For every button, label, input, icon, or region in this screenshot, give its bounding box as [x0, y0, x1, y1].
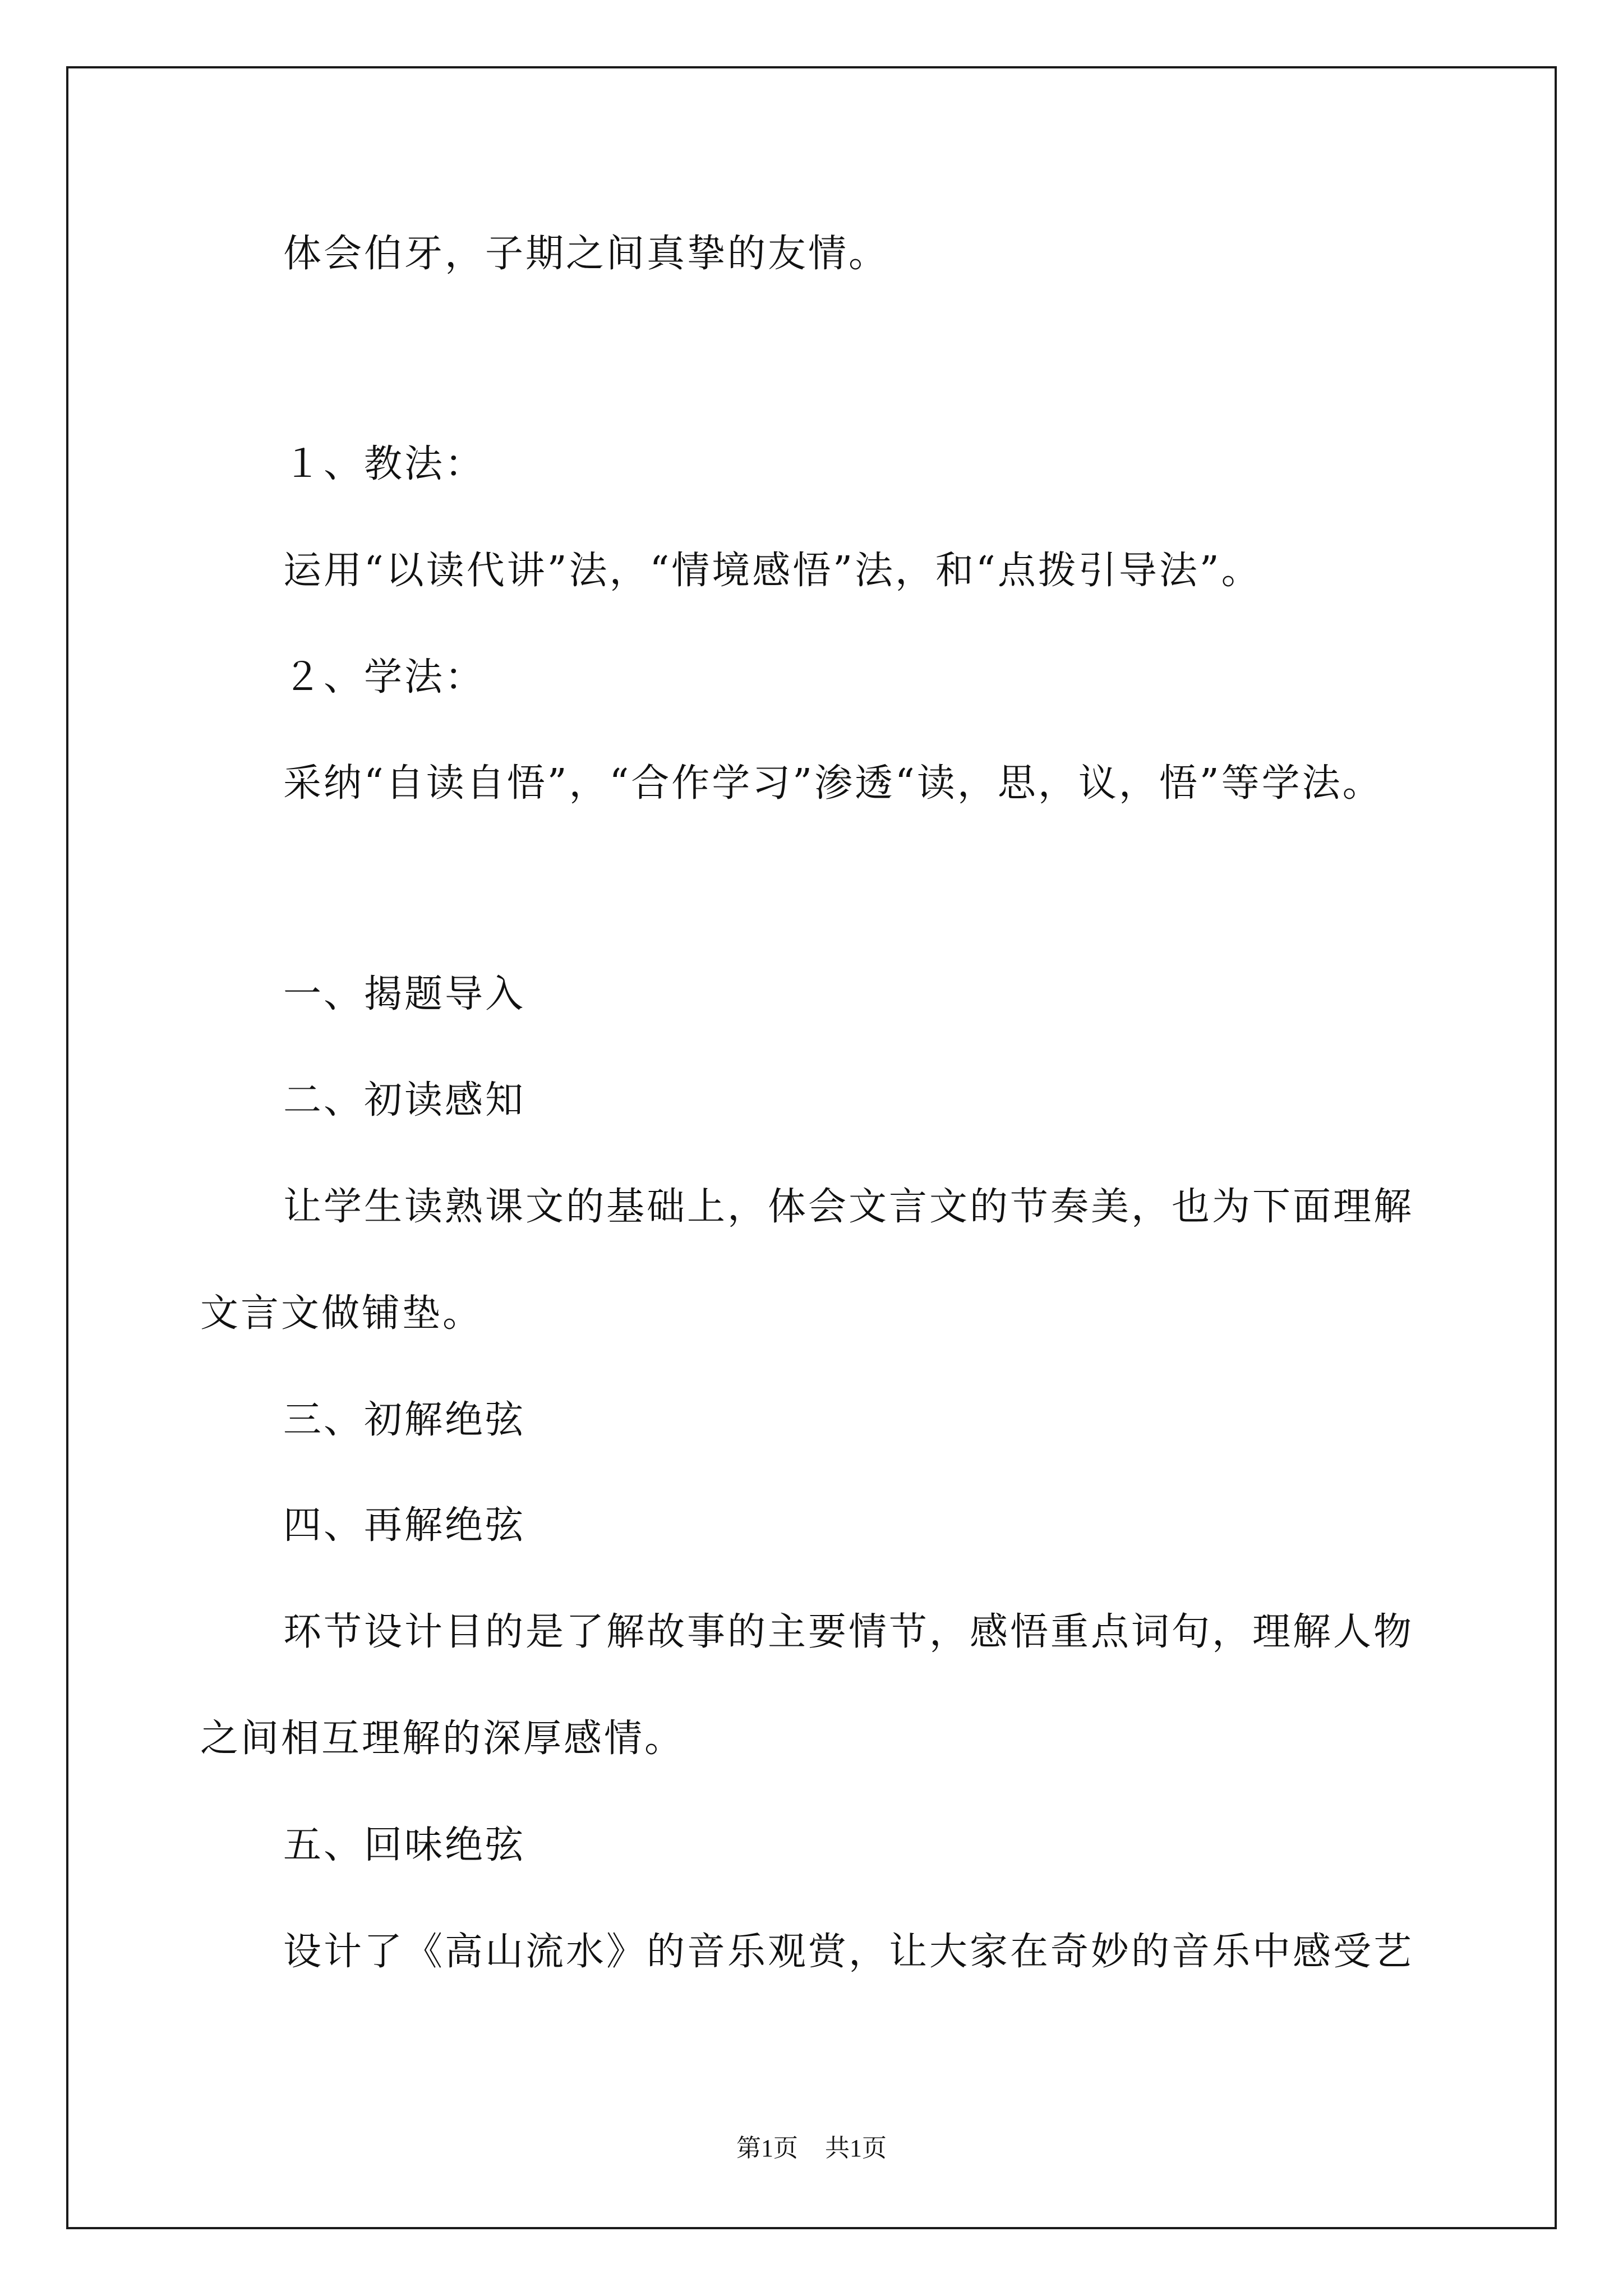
paragraph-line: 运用“以读代讲”法，“情境感悟”法，和“点拨引导法”。: [283, 549, 1262, 593]
section-heading-learning-method: ２、学法：: [283, 655, 486, 700]
paragraph-line-continued: 文言文做铺垫。: [200, 1291, 483, 1336]
page-footer: [0, 2134, 1623, 2163]
section-heading-step-3: 三、初解绝弦: [283, 1398, 526, 1442]
page-total: 共1页: [825, 2134, 887, 2162]
section-heading-step-1: 一、揭题导入: [283, 972, 526, 1016]
paragraph-line: 体会伯牙，子期之间真挚的友情。: [283, 232, 889, 276]
section-heading-teaching-method: １、教法：: [283, 442, 486, 486]
section-heading-step-2: 二、初读感知: [283, 1078, 526, 1122]
paragraph-line: 环节设计目的是了解故事的主要情节，感悟重点词句，理解人物: [283, 1610, 1414, 1654]
paragraph-line-continued: 之间相互理解的深厚感情。: [200, 1717, 685, 1761]
page-border: [66, 66, 1557, 2229]
paragraph-line: 设计了《高山流水》的音乐观赏，让大家在奇妙的音乐中感受艺: [283, 1930, 1414, 1974]
section-heading-step-4: 四、再解绝弦: [283, 1503, 526, 1548]
paragraph-line: 让学生读熟课文的基础上，体会文言文的节奏美，也为下面理解: [283, 1185, 1414, 1229]
section-heading-step-5: 五、回味绝弦: [283, 1823, 526, 1867]
page-number: 第1页: [736, 2134, 798, 2162]
paragraph-line: 采纳“自读自悟”，“合作学习”渗透“读，思，议，悟”等学法。: [283, 761, 1383, 806]
